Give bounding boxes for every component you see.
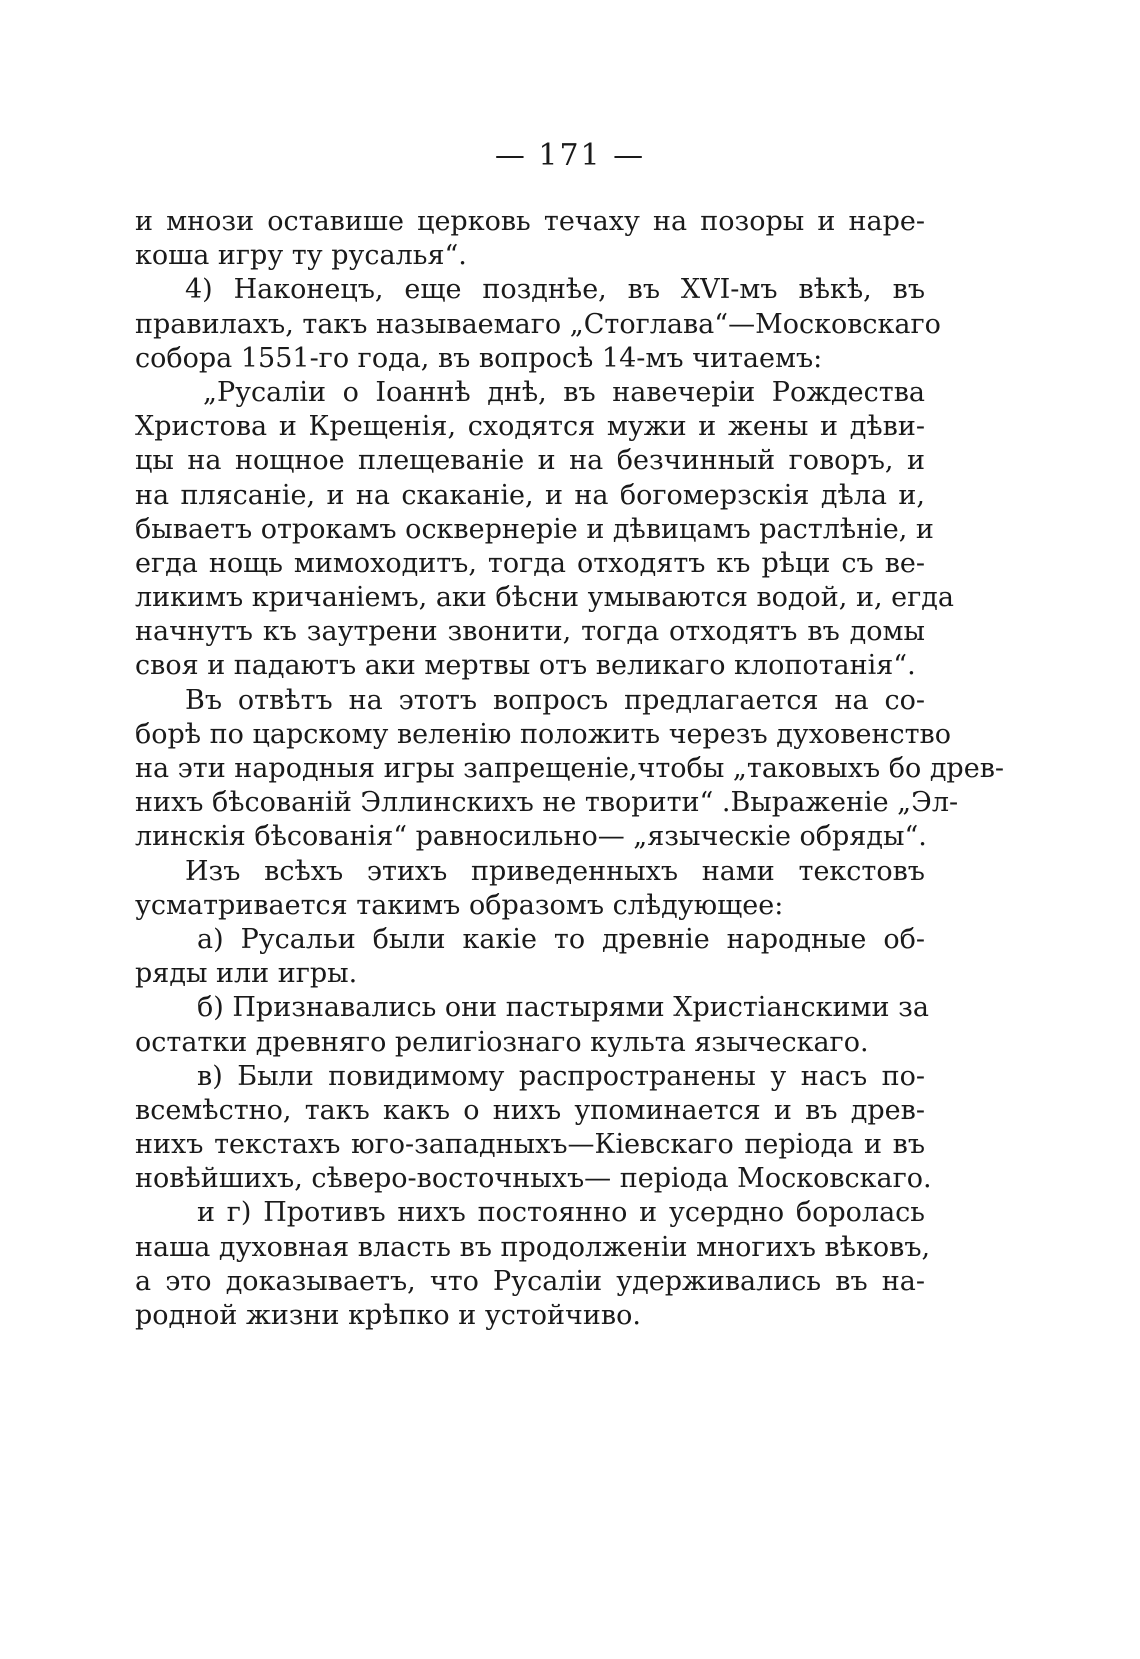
text-line: остатки древняго религіознаго культа языческаго. bbox=[135, 1026, 869, 1058]
text-line: родной жизни крѣпко и устойчиво. bbox=[135, 1300, 641, 1331]
text-line: 4) Наконецъ, еще позднѣе, въ XVI-мъ вѣкѣ, въ bbox=[185, 274, 925, 306]
text-line: ряды или игры. bbox=[135, 958, 358, 990]
text-line: нихъ текстахъ юго-западныхъ—Кіевскаго періода и въ bbox=[135, 1129, 925, 1161]
text-line: б) Признавались они пастырями Христіанскими за bbox=[197, 992, 929, 1024]
text-line: коша игру ту русалья“. bbox=[135, 240, 467, 272]
text-line: и мнози оставише церковь течаху на позоры и наре- bbox=[135, 206, 925, 237]
text-line: наша духовная власть въ продолженіи многихъ вѣковъ, bbox=[135, 1231, 931, 1263]
text-line: своя и падаютъ аки мертвы отъ великаго клопотанія“. bbox=[135, 650, 916, 682]
text-line: егда нощь мимоходитъ, тогда отходятъ къ рѣци съ ве- bbox=[135, 547, 925, 579]
text-line: Въ отвѣтъ на этотъ вопросъ предлагается на со- bbox=[185, 684, 925, 716]
text-line: линскія бѣсованія“ равносильно— „языческіе обряды“. bbox=[135, 821, 927, 853]
text-line: на плясаніе, и на скаканіе, и на богомерзскія дѣла и, bbox=[135, 479, 925, 511]
page-number: — 171 — bbox=[494, 138, 646, 173]
text-line: в) Были повидимому распространены у насъ по- bbox=[197, 1060, 925, 1092]
text-line: новѣйшихъ, сѣверо-восточныхъ— періода Московскаго. bbox=[135, 1163, 932, 1195]
text-line: а это доказываетъ, что Русаліи удерживались въ на- bbox=[135, 1265, 925, 1297]
text-line: бываетъ отрокамъ осквернеріе и дѣвицамъ растлѣніе, и bbox=[135, 513, 934, 545]
text-line: цы на нощное плещеваніе и на безчинный говоръ, и bbox=[135, 445, 925, 477]
text-line: всемѣстно, такъ какъ о нихъ упоминается и въ древ- bbox=[135, 1094, 925, 1126]
text-line: и г) Противъ нихъ постоянно и усердно боролась bbox=[197, 1197, 925, 1229]
text-line: „Русаліи о Іоаннѣ днѣ, въ навечеріи Рождества bbox=[203, 376, 925, 408]
text-line: Христова и Крещенія, сходятся мужи и жены и дѣви- bbox=[135, 411, 925, 443]
text-line: Изъ всѣхъ этихъ приведенныхъ нами текстовъ bbox=[185, 855, 925, 887]
text-line: борѣ по царскому веленію положить черезъ духовенство bbox=[135, 718, 951, 750]
text-line: правилахъ, такъ называемаго „Стоглава“—Московскаго bbox=[135, 308, 941, 340]
text-line: усматривается такимъ образомъ слѣдующее: bbox=[135, 889, 784, 921]
text-line: на эти народныя игры запрещеніе,чтобы „таковыхъ бо древ- bbox=[135, 753, 1005, 784]
text-line: нихъ бѣсованій Эллинскихъ не творити“ .Выраженіе „Эл- bbox=[135, 787, 959, 819]
text-line: ликимъ кричаніемъ, аки бѣсни умываются водой, и, егда bbox=[135, 582, 954, 614]
text-line: а) Русальи были какіе то древніе народные об- bbox=[197, 923, 925, 955]
page-body bbox=[135, 205, 1005, 1333]
text-line: начнутъ къ заутрени звонити, тогда отходятъ въ домы bbox=[135, 616, 925, 648]
text-line: собора 1551-го года, въ вопросѣ 14-мъ читаемъ: bbox=[135, 342, 823, 374]
